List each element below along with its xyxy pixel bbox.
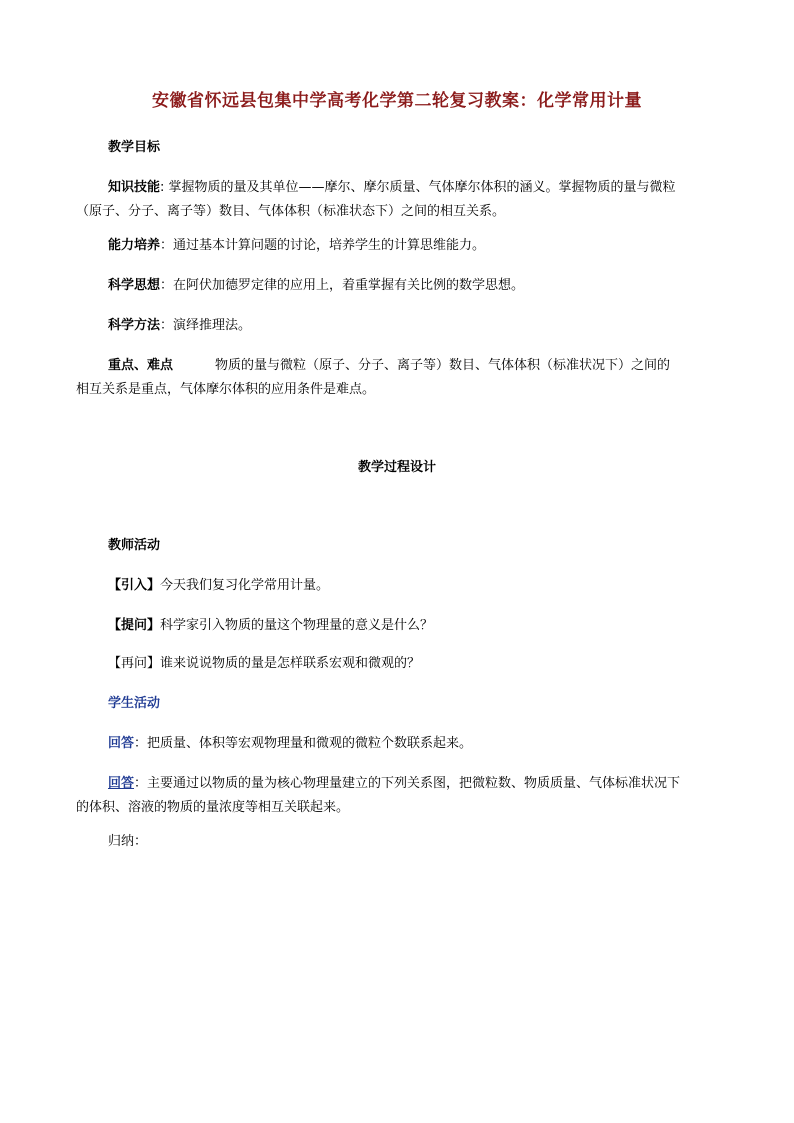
- student-heading: 学生活动: [108, 696, 161, 711]
- process-title: 教学过程设计: [357, 460, 436, 475]
- ability-paragraph: [76, 234, 750, 258]
- goals-heading: 教学目标: [108, 140, 161, 155]
- answer1-text: ：把质量、体积等宏观物理量和微观的微粒个数联系起来。: [134, 736, 473, 751]
- answer2-paragraph: [76, 772, 718, 820]
- ability-label: 能力培养: [108, 238, 161, 253]
- intro-text: 今天我们复习化学常用计量。: [160, 578, 330, 593]
- question2-paragraph: [76, 652, 750, 676]
- keypoints-line1: 物质的量与微粒（原子、分子、离子等）数目、气体体积（标准状况下）之间的: [215, 358, 671, 373]
- intro-label: 【引入】: [108, 578, 161, 593]
- answer2-label: 回答: [108, 776, 135, 791]
- intro-paragraph: [76, 574, 750, 598]
- keypoints-paragraph: [76, 354, 718, 402]
- thought-text: ：在阿伏加德罗定律的应用上，着重掌握有关比例的数学思想。: [160, 278, 525, 293]
- summary-label: 归纳：: [108, 834, 148, 849]
- teacher-heading: 教师活动: [108, 538, 161, 553]
- answer1-paragraph: [76, 732, 750, 756]
- question2-text: 谁来说说物质的量是怎样联系宏观和微观的？: [160, 656, 421, 671]
- keypoints-line2: 相互关系是重点，气体摩尔体积的应用条件是难点。: [76, 382, 376, 397]
- knowledge-line2: （原子、分子、离子等）数目、气体体积（标准状态下）之间的相互关系。: [76, 204, 506, 219]
- answer2-line2: 的体积、溶液的物质的量浓度等相互关联起来。: [76, 800, 350, 815]
- answer2-line1: ：主要通过以物质的量为核心物理量建立的下列关系图，把微粒数、物质质量、气体标准状况下: [134, 776, 681, 791]
- knowledge-label: 知识技能: [108, 180, 161, 195]
- knowledge-paragraph: [76, 176, 718, 224]
- question-label: 【提问】: [108, 618, 161, 633]
- answer1-label: 回答: [108, 736, 135, 751]
- thought-paragraph: [76, 274, 750, 298]
- method-label: 科学方法: [108, 318, 161, 333]
- ability-text: ：通过基本计算问题的讨论，培养学生的计算思维能力。: [160, 238, 486, 253]
- question2-label: 【再问】: [108, 656, 161, 671]
- method-paragraph: [76, 314, 750, 338]
- question-paragraph: [76, 614, 750, 638]
- document-title: 安徽省怀远县包集中学高考化学第二轮复习教案：化学常用计量: [152, 91, 642, 111]
- method-text: ：演绎推理法。: [160, 318, 252, 333]
- thought-label: 科学思想: [108, 278, 161, 293]
- knowledge-line1: : 掌握物质的量及其单位——摩尔、摩尔质量、气体摩尔体积的涵义。掌握物质的量与微粒: [160, 180, 676, 195]
- question-text: 科学家引入物质的量这个物理量的意义是什么？: [160, 618, 434, 633]
- keypoints-label: 重点、难点: [108, 358, 174, 373]
